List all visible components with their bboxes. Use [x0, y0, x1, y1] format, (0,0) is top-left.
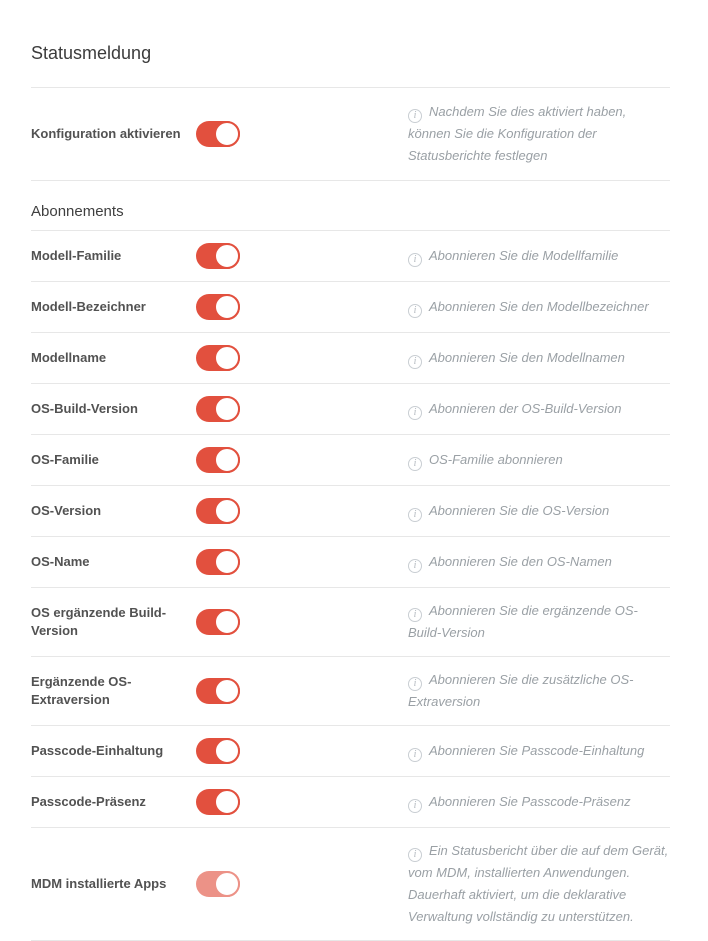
toggle-os-name[interactable]: [196, 549, 240, 575]
toggle-knob: [214, 345, 240, 371]
setting-label: OS-Build-Version: [31, 401, 138, 416]
toggle-konfiguration-aktivieren[interactable]: [196, 121, 240, 147]
setting-label: Konfiguration aktivieren: [31, 126, 181, 141]
toggle-os-ergaenzende-build-version[interactable]: [196, 609, 240, 635]
setting-description-text: Abonnieren Sie die ergänzende OS-Build-Version: [408, 603, 638, 640]
toggle-knob: [214, 294, 240, 320]
toggle-knob: [214, 498, 240, 524]
info-icon: i: [408, 109, 422, 123]
setting-row-os-ergaenzende-build-version: [31, 587, 670, 656]
toggle-os-build-version[interactable]: [196, 396, 240, 422]
info-icon: i: [408, 848, 422, 862]
setting-row-passcode-praesenz: [31, 776, 670, 827]
setting-description-text: Abonnieren Sie den Modellbezeichner: [429, 299, 649, 314]
setting-description: [408, 296, 670, 318]
toggle-knob: [214, 789, 240, 815]
toggle-modell-familie[interactable]: [196, 243, 240, 269]
info-icon: i: [408, 559, 422, 573]
setting-description: [408, 551, 670, 573]
toggle-mdm-installierte-apps[interactable]: [196, 871, 240, 897]
setting-description-text: Abonnieren Sie Passcode-Präsenz: [429, 794, 631, 809]
info-icon: i: [408, 799, 422, 813]
setting-description-text: Abonnieren Sie die zusätzliche OS-Extraversion: [408, 672, 634, 709]
toggle-ergaenzende-os-extraversion[interactable]: [196, 678, 240, 704]
toggle-knob: [214, 871, 240, 897]
toggle-knob: [214, 243, 240, 269]
setting-label: MDM installierte Apps: [31, 876, 167, 891]
toggle-knob: [214, 549, 240, 575]
setting-description-text: Abonnieren Sie den OS-Namen: [429, 554, 612, 569]
setting-label: Ergänzende OS-Extraversion: [31, 674, 132, 707]
info-icon: i: [408, 677, 422, 691]
setting-label: OS-Name: [31, 554, 90, 569]
toggle-knob: [214, 121, 240, 147]
setting-row-modellname: [31, 332, 670, 383]
info-icon: i: [408, 355, 422, 369]
toggle-os-version[interactable]: [196, 498, 240, 524]
info-icon: i: [408, 406, 422, 420]
setting-label: Passcode-Einhaltung: [31, 743, 164, 758]
setting-label: OS ergänzende Build-Version: [31, 605, 167, 638]
setting-description: [408, 840, 670, 928]
setting-row-passcode-einhaltung: [31, 725, 670, 776]
setting-description: [408, 449, 670, 471]
setting-description: [408, 791, 670, 813]
section-header-abonnements: Abonnements: [31, 203, 124, 220]
info-icon: i: [408, 608, 422, 622]
toggle-passcode-praesenz[interactable]: [196, 789, 240, 815]
toggle-knob: [214, 609, 240, 635]
toggle-os-familie[interactable]: [196, 447, 240, 473]
info-icon: i: [408, 253, 422, 267]
setting-row-modell-familie: [31, 230, 670, 281]
info-icon: i: [408, 304, 422, 318]
setting-label: OS-Version: [31, 503, 102, 518]
setting-description: [408, 600, 670, 644]
setting-description: [408, 101, 670, 167]
toggle-knob: [214, 396, 240, 422]
setting-description-text: Abonnieren der OS-Build-Version: [429, 401, 622, 416]
setting-description-text: Abonnieren Sie den Modellnamen: [429, 350, 625, 365]
setting-description-text: Abonnieren Sie die Modellfamilie: [429, 248, 619, 263]
setting-description-text: Abonnieren Sie die OS-Version: [429, 503, 610, 518]
setting-label: Passcode-Präsenz: [31, 794, 146, 809]
setting-description: [408, 500, 670, 522]
setting-description: [408, 669, 670, 713]
setting-description-text: OS-Familie abonnieren: [429, 452, 563, 467]
setting-row-konfiguration-aktivieren: [31, 87, 670, 181]
setting-description-text: Abonnieren Sie Passcode-Einhaltung: [429, 743, 645, 758]
setting-label: OS-Familie: [31, 452, 99, 467]
setting-description-text: Nachdem Sie dies aktiviert haben, können Sie die Konfiguration der Statusberichte festlegen: [408, 104, 627, 163]
setting-description: [408, 398, 670, 420]
setting-row-os-build-version: [31, 383, 670, 434]
toggle-knob: [214, 678, 240, 704]
setting-description: [408, 740, 670, 762]
toggle-knob: [214, 447, 240, 473]
setting-description-text: Ein Statusbericht über die auf dem Gerät, vom MDM, installierten Anwendungen. Dauerhaft aktiviert, um die deklarative Verwaltung vollständig zu unterstützen.: [408, 843, 669, 924]
toggle-modellname[interactable]: [196, 345, 240, 371]
info-icon: i: [408, 508, 422, 522]
setting-row-ergaenzende-os-extraversion: [31, 656, 670, 725]
setting-row-mdm-installierte-apps: [31, 827, 670, 940]
setting-label: Modell-Familie: [31, 248, 122, 263]
toggle-passcode-einhaltung[interactable]: [196, 738, 240, 764]
setting-description: [408, 245, 670, 267]
setting-row-os-version: [31, 485, 670, 536]
setting-label: Modell-Bezeichner: [31, 299, 146, 314]
info-icon: i: [408, 748, 422, 762]
setting-row-modell-bezeichner: [31, 281, 670, 332]
setting-row-os-familie: [31, 434, 670, 485]
toggle-modell-bezeichner[interactable]: [196, 294, 240, 320]
toggle-knob: [214, 738, 240, 764]
info-icon: i: [408, 457, 422, 471]
page-title: Statusmeldung: [31, 43, 152, 63]
setting-description: [408, 347, 670, 369]
setting-row-os-name: [31, 536, 670, 587]
setting-label: Modellname: [31, 350, 107, 365]
